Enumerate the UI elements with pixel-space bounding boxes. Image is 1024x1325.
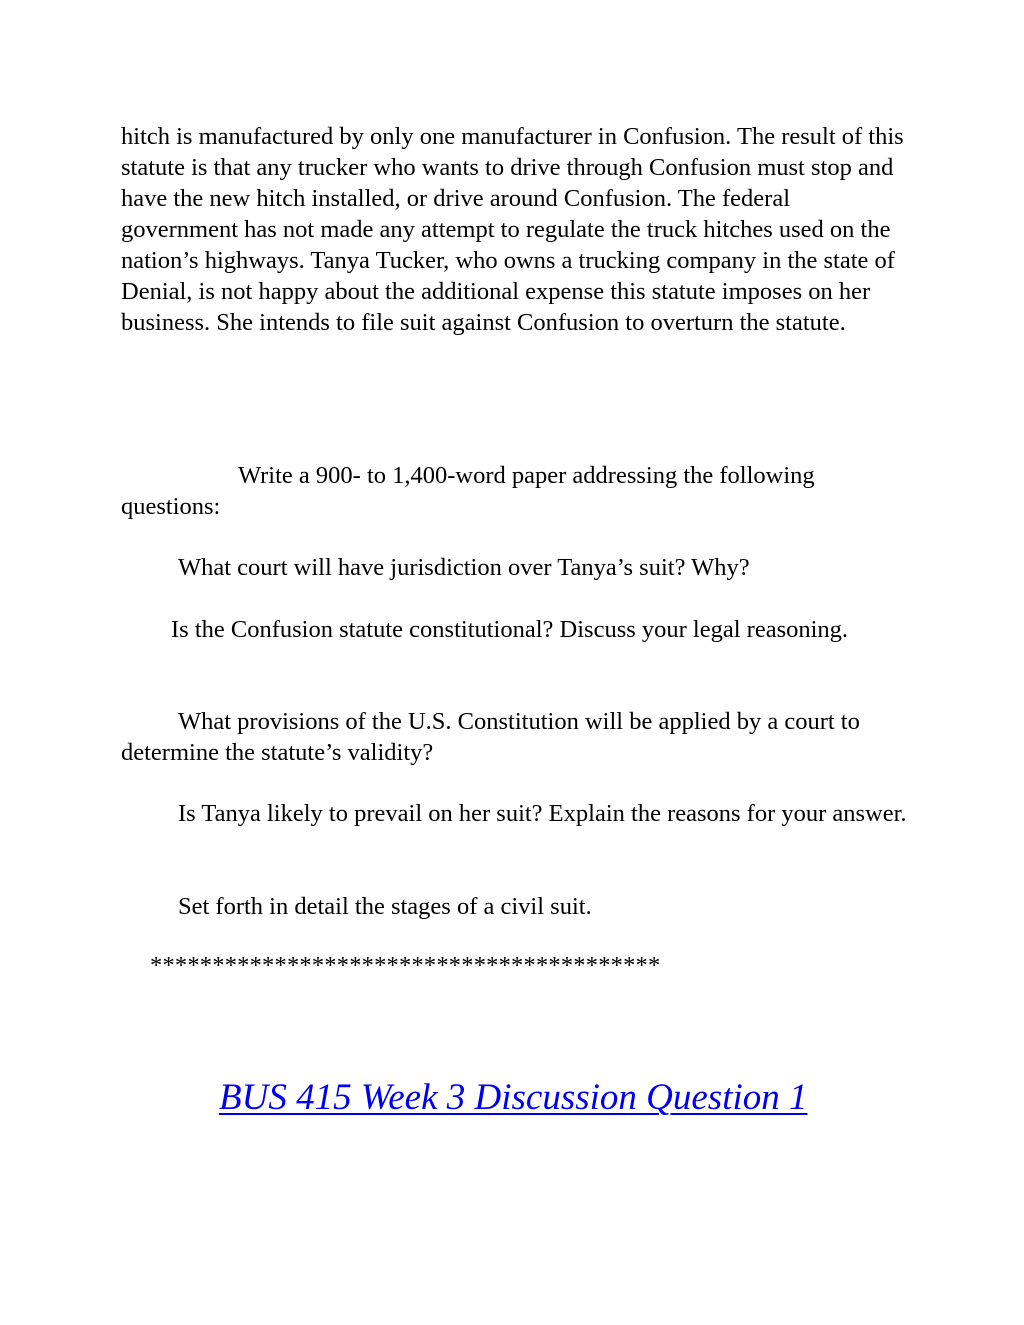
question-likely-to-prevail: Is Tanya likely to prevail on her suit? Explain the reasons for your answer.	[178, 800, 907, 827]
intro-paragraph: hitch is manufactured by only one manufacturer in Confusion. The result of this statute is that any trucker who wants to drive through Confusion must stop and have the new hitch installed, or drive around Confusion. The federal government has not made any attempt to regulate the truck hitches used on the nation’s highways. Tanya Tucker, who owns a trucking company in the state of Denial, is not happy about the additional expense this statute imposes on her business. She intends to file suit against Confusion to overturn the statute.	[121, 123, 904, 336]
discussion-question-link[interactable]: BUS 415 Week 3 Discussion Question 1	[219, 1077, 808, 1118]
question-constitutionality: Is the Confusion statute constitutional? Discuss your legal reasoning.	[171, 616, 849, 643]
question-constitution-provisions: What provisions of the U.S. Constitution will be applied by a court to determine the statute’s validity?	[121, 708, 860, 766]
question-jurisdiction: What court will have jurisdiction over Tanya’s suit? Why?	[178, 554, 750, 581]
separator-line: *****************************************	[150, 952, 661, 979]
question-civil-suit-stages: Set forth in detail the stages of a civil suit.	[178, 893, 592, 920]
assignment-instruction: Write a 900- to 1,400-word paper addressing the following questions:	[121, 462, 815, 520]
